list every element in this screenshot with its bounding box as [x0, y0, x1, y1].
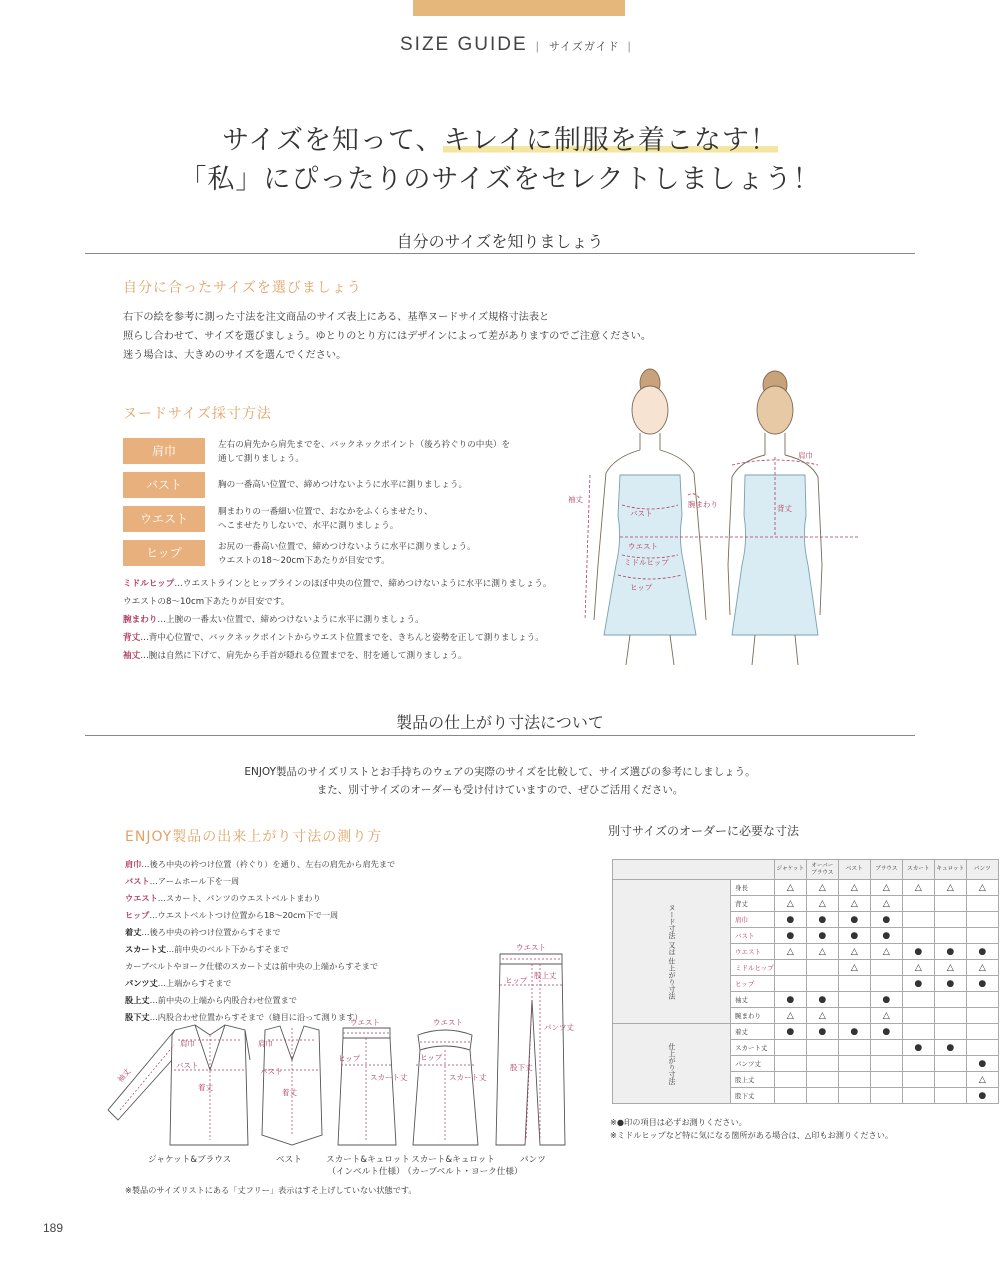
table-cell	[934, 896, 966, 912]
paragraph-line: 右下の絵を参考に測った寸法を注文商品のサイズ表上にある、基準ヌードサイズ規格寸法表と	[123, 312, 550, 323]
table-cell: ●	[838, 912, 870, 928]
measure-desc-line: 胴まわりの一番細い位置で、おなかをふくらませたり、	[218, 507, 433, 517]
measure-desc-line: ウエストの18〜20cm下あたりが目安です。	[218, 556, 390, 566]
skirt2-label-waist: ウエスト	[433, 1018, 463, 1027]
note-text: …上腕の一番太い位置で、締めつけないように水平に測りましょう。	[157, 615, 424, 625]
vest-label-shoulder: 肩巾	[258, 1039, 273, 1048]
table-row	[613, 1024, 999, 1040]
finish-item	[125, 893, 321, 904]
table-cell	[870, 1088, 902, 1104]
finish-keyword: ヒップ	[125, 910, 150, 920]
fig-label-hip: ヒップ	[630, 583, 653, 592]
table-cell	[934, 1056, 966, 1072]
table-cell	[838, 1088, 870, 1104]
finish-keyword: 着丈	[125, 927, 142, 937]
skirt1-label-hip: ヒップ	[338, 1054, 361, 1063]
hero-line-2: 「私」にぴったりのサイズをセレクトしましょう！	[179, 164, 821, 195]
measure-desc-hip	[218, 540, 476, 568]
finish-item: カーブベルトやヨーク仕様のスカート丈は前中央の上端からすそまで	[125, 961, 379, 971]
table-col-header	[806, 860, 838, 880]
table-cell: △	[902, 880, 934, 896]
table-cell	[902, 928, 934, 944]
measure-label-waist: ウエスト	[123, 506, 205, 532]
table-cell: ●	[806, 1024, 838, 1040]
finish-keyword: ウエスト	[125, 893, 158, 903]
table-cell	[806, 1088, 838, 1104]
table-cell	[966, 912, 998, 928]
table-cell: ●	[806, 992, 838, 1008]
table-cell: ●	[966, 1056, 998, 1072]
table-cell	[902, 1024, 934, 1040]
caption-line: （インベルト仕様）	[327, 1167, 405, 1177]
finish-keyword: 肩巾	[125, 859, 142, 869]
table-cell: △	[806, 1008, 838, 1024]
table-cell: ●	[870, 1024, 902, 1040]
pants-label-waist: ウエスト	[516, 943, 546, 952]
table-cell: ●	[774, 912, 806, 928]
table-group-label: ヌード寸法 又は 仕上がり寸法	[613, 880, 731, 1024]
hero-text: サイズを知って、	[222, 125, 444, 156]
skirt1-label-length: スカート丈	[370, 1073, 408, 1082]
table-cell: ●	[934, 1040, 966, 1056]
table-row-label: パンツ丈	[731, 1056, 775, 1072]
note-keyword: 腕まわり	[123, 615, 158, 625]
finish-item	[125, 859, 395, 870]
garment-figures	[100, 940, 580, 1155]
table-cell	[774, 1088, 806, 1104]
table-cell	[806, 1056, 838, 1072]
note-keyword: 背丈	[123, 633, 141, 643]
note-sleeve	[123, 649, 467, 661]
finish-item	[125, 910, 338, 921]
finish-text: …アームホール下を一周	[149, 876, 240, 886]
measure-desc-bust: 胸の一番高い位置で、締めつけないように水平に測りましょう。	[218, 480, 468, 490]
finish-text: …ウエストベルトつけ位置から18〜20cm下で一周	[149, 910, 339, 920]
note-back-length	[123, 631, 544, 643]
note-keyword: 袖丈	[123, 651, 141, 661]
table-cell: ●	[870, 992, 902, 1008]
finish-text: …後ろ中央の衿つけ位置（衿ぐり）を通り、左右の肩先から肩先まで	[141, 859, 396, 869]
section1-paragraph	[123, 308, 651, 365]
col-header-line: ブラウス	[811, 869, 834, 876]
table-row-label: ウエスト	[731, 944, 775, 960]
finish-text: …内股合わせ位置からすそまで（縫目に沿って測ります）	[149, 1012, 363, 1022]
table-row-label: ヒップ	[731, 976, 775, 992]
table-cell	[934, 992, 966, 1008]
caption-jacket: ジャケット&ブラウス	[148, 1155, 232, 1165]
table-cell	[870, 1056, 902, 1072]
table-cell: ●	[870, 928, 902, 944]
skirt2-label-length: スカート丈	[449, 1073, 487, 1082]
table-cell	[870, 960, 902, 976]
note-keyword: ミドルヒップ	[123, 579, 175, 589]
table-cell: ●	[902, 976, 934, 992]
table-cell	[966, 1024, 998, 1040]
table-row-label: 肩巾	[731, 912, 775, 928]
size-guide-header	[400, 34, 641, 56]
caption-pants: パンツ	[520, 1155, 546, 1165]
table-cell: △	[902, 960, 934, 976]
skirt1-figure	[338, 1028, 396, 1145]
table-cell: △	[966, 960, 998, 976]
table-row	[613, 880, 999, 896]
table-cell: ●	[806, 928, 838, 944]
measure-desc-line: お尻の一番高い位置で、締めつけないように水平に測りましょう。	[218, 542, 476, 552]
table-cell	[806, 1040, 838, 1056]
table-col-header: キュロット	[934, 860, 966, 880]
table-cell	[774, 1040, 806, 1056]
table-note-2: ※ミドルヒップなど特に気になる箇所がある場合は、△印もお測りください。	[610, 1130, 894, 1140]
header-subtitle: サイズガイド	[548, 41, 620, 53]
table-cell: ●	[902, 944, 934, 960]
table-row-label: スカート丈	[731, 1040, 775, 1056]
measure-desc-waist	[218, 505, 433, 533]
measure-label-hip: ヒップ	[123, 540, 205, 566]
section1-divider	[85, 253, 915, 254]
table-row-label: 着丈	[731, 1024, 775, 1040]
table-cell	[934, 1072, 966, 1088]
table-cell: ●	[966, 944, 998, 960]
pants-label-hip: ヒップ	[505, 976, 528, 985]
finish-text: …後ろ中央の衿つけ位置からすそまで	[141, 927, 281, 937]
table-cell: △	[774, 944, 806, 960]
table-cell: △	[934, 960, 966, 976]
order-size-table	[612, 859, 999, 1104]
finish-text: …スカート、パンツのウエストベルトまわり	[157, 893, 321, 903]
note-arm	[123, 613, 424, 625]
table-cell	[838, 1056, 870, 1072]
caption-line: スカート&キュロット	[326, 1155, 410, 1165]
pants-label-rise: 股上丈	[534, 971, 557, 980]
header-separator: |	[535, 39, 541, 53]
skirt2-label-hip: ヒップ	[420, 1053, 443, 1062]
table-cell	[806, 960, 838, 976]
caption-vest: ベスト	[276, 1155, 302, 1165]
table-row-label: 身長	[731, 880, 775, 896]
measure-desc-line: 左右の肩先から肩先までを、バックネックポイント（後ろ衿ぐりの中央）を	[218, 440, 511, 450]
table-col-header: ジャケット	[774, 860, 806, 880]
note-middle-hip	[123, 577, 552, 589]
table-cell: △	[838, 896, 870, 912]
fig-label-shoulder: 肩巾	[798, 451, 813, 460]
table-cell	[966, 1008, 998, 1024]
fig-label-arm: 腕まわり	[688, 500, 718, 509]
table-cell: ●	[806, 912, 838, 928]
table-row-label: バスト	[731, 928, 775, 944]
fig-label-waist: ウエスト	[628, 542, 658, 551]
paragraph-line: 迷う場合は、大きめのサイズを選んでください。	[123, 350, 347, 361]
top-accent-bar	[413, 0, 625, 16]
measure-label-shoulder: 肩巾	[123, 438, 205, 464]
table-cell: ●	[838, 1024, 870, 1040]
header-separator-end: |	[627, 39, 633, 53]
jacket-figure	[108, 1025, 250, 1145]
order-table-title: 別寸サイズのオーダーに必要な寸法	[608, 824, 800, 838]
table-corner	[613, 860, 775, 880]
table-cell	[966, 896, 998, 912]
col-header-line: オーバー	[811, 862, 834, 869]
fig-label-back: 背丈	[777, 504, 792, 513]
table-cell	[838, 1072, 870, 1088]
table-cell	[934, 1008, 966, 1024]
finish-keyword: バスト	[125, 876, 150, 886]
table-cell: ●	[966, 976, 998, 992]
table-cell	[838, 1040, 870, 1056]
table-cell	[870, 1072, 902, 1088]
pants-label-length: パンツ丈	[544, 1023, 574, 1032]
table-cell: △	[774, 896, 806, 912]
skirt1-label-waist: ウエスト	[350, 1018, 380, 1027]
jacket-label-sleeve: 袖丈	[115, 1066, 133, 1084]
table-cell	[870, 1040, 902, 1056]
table-row-label: 腕まわり	[731, 1008, 775, 1024]
jacket-label-shoulder: 肩巾	[180, 1039, 195, 1048]
table-cell	[806, 1072, 838, 1088]
section2-intro-line2: また、別寸サイズのオーダーも受け付けていますので、ぜひご活用ください。	[316, 784, 684, 796]
table-cell: △	[774, 880, 806, 896]
hero-highlight: キレイに制服を着こなす！	[443, 125, 778, 156]
table-cell	[902, 912, 934, 928]
garment-measure-lines	[120, 959, 562, 1140]
table-row-label: 股下丈	[731, 1088, 775, 1104]
caption-skirt1	[326, 1153, 410, 1177]
section2-divider	[85, 735, 915, 736]
caption-line: （カーブベルト・ヨーク仕様）	[403, 1167, 523, 1177]
finish-keyword: スカート丈	[125, 944, 166, 954]
table-cell: ●	[934, 944, 966, 960]
table-cell: ●	[934, 976, 966, 992]
caption-skirt2	[403, 1153, 523, 1177]
fig-label-bust: バスト	[630, 509, 653, 518]
table-cell	[902, 1072, 934, 1088]
table-cell: ●	[870, 912, 902, 928]
table-row-label: ミドルヒップ	[731, 960, 775, 976]
section2-subhead: ENJOY製品の出来上がり寸法の測り方	[125, 829, 383, 845]
note-text: …背中心位置で、バックネックポイントからウエスト位置までを、きちんと姿勢を正して測りましょう。	[140, 633, 544, 643]
table-cell: △	[838, 960, 870, 976]
table-row-label: 股上丈	[731, 1072, 775, 1088]
table-col-header: パンツ	[966, 860, 998, 880]
table-cell: ●	[902, 1040, 934, 1056]
table-cell	[966, 1040, 998, 1056]
finish-item	[125, 876, 239, 887]
table-cell	[838, 1008, 870, 1024]
table-cell	[902, 992, 934, 1008]
section1-subhead: 自分に合ったサイズを選びましょう	[123, 280, 362, 296]
table-cell	[966, 992, 998, 1008]
finish-keyword: 股上丈	[125, 995, 150, 1005]
measure-desc-line: 通して測りましょう。	[218, 454, 304, 464]
table-cell	[838, 992, 870, 1008]
table-cell	[774, 960, 806, 976]
note-text: …ウエストラインとヒップラインのほぼ中央の位置で、締めつけないように水平に測りましょう。	[174, 579, 552, 589]
measure-label-bust: バスト	[123, 472, 205, 498]
page-number: 189	[43, 1221, 64, 1235]
measure-desc-line: へこませたりしないで、水平に測りましょう。	[218, 521, 399, 531]
table-cell: ●	[774, 992, 806, 1008]
table-cell: △	[870, 944, 902, 960]
table-cell: ●	[774, 928, 806, 944]
table-cell	[934, 928, 966, 944]
note-text: …腕は自然に下げて、肩先から手首が隠れる位置までを、肘を通して測りましょう。	[140, 651, 467, 661]
paragraph-line: 照らし合わせて、サイズを選びましょう。ゆとりのとり方にはデザインによって差がありますのでご注意ください。	[123, 331, 652, 342]
table-cell	[902, 1056, 934, 1072]
table-col-header: ブラウス	[870, 860, 902, 880]
table-cell	[902, 1008, 934, 1024]
hero-line-1	[0, 118, 1000, 157]
table-cell	[902, 896, 934, 912]
table-cell	[806, 976, 838, 992]
table-cell	[838, 976, 870, 992]
fig-label-sleeve: 袖丈	[568, 495, 583, 504]
table-group-label: 仕上がり寸法	[613, 1024, 731, 1104]
table-body	[613, 880, 999, 1104]
table-cell	[774, 976, 806, 992]
section2-intro-line1: ENJOY製品のサイズリストとお手持ちのウェアの実際のサイズを比較して、サイズ選びの参考にしましょう。	[244, 766, 756, 778]
table-cell: △	[838, 944, 870, 960]
table-cell: ●	[966, 1088, 998, 1104]
pants-label-inseam: 股下丈	[510, 1063, 533, 1072]
section1-title: 自分のサイズを知りましょう	[396, 232, 604, 251]
measure-desc-shoulder	[218, 438, 510, 466]
vest-label-length: 着丈	[282, 1088, 297, 1097]
table-cell: ●	[774, 1024, 806, 1040]
table-row-label: 背丈	[731, 896, 775, 912]
table-cell: △	[934, 880, 966, 896]
finish-keyword: 股下丈	[125, 1012, 150, 1022]
table-header-row	[613, 860, 999, 880]
finish-text: …前中央のベルト下からすそまで	[165, 944, 289, 954]
table-cell: △	[838, 880, 870, 896]
table-cell	[934, 1088, 966, 1104]
table-col-header: ベスト	[838, 860, 870, 880]
caption-line: スカート&キュロット	[411, 1155, 495, 1165]
table-cell: △	[870, 880, 902, 896]
table-cell	[934, 912, 966, 928]
skirt2-figure	[413, 1030, 478, 1145]
body-measure-figure	[560, 365, 910, 670]
table-cell: △	[870, 1008, 902, 1024]
method-title: ヌードサイズ採寸方法	[123, 406, 272, 422]
table-col-header: スカート	[902, 860, 934, 880]
note-middle-hip-cont: ウエストの8〜10cm下あたりが目安です。	[123, 597, 290, 607]
table-cell	[902, 1088, 934, 1104]
table-cell: △	[806, 880, 838, 896]
finish-text: …上端からすそまで	[157, 978, 232, 988]
finish-text: …前中央の上端から内股合わせ位置まで	[149, 995, 297, 1005]
vest-label-bust: バスト	[260, 1067, 283, 1076]
jacket-label-bust: バスト	[176, 1061, 199, 1070]
table-cell: △	[806, 896, 838, 912]
table-cell: △	[966, 1072, 998, 1088]
table-cell: △	[870, 896, 902, 912]
table-cell: ●	[838, 928, 870, 944]
table-cell	[870, 976, 902, 992]
finish-item	[125, 927, 281, 938]
table-cell: △	[774, 1008, 806, 1024]
section2-title: 製品の仕上がり寸法について	[396, 713, 604, 732]
table-cell: △	[966, 880, 998, 896]
header-title: SIZE GUIDE	[400, 34, 528, 55]
table-row-label: 袖丈	[731, 992, 775, 1008]
table-cell	[774, 1056, 806, 1072]
table-cell	[774, 1072, 806, 1088]
finish-keyword: パンツ丈	[125, 978, 158, 988]
fig-label-middlehip: ミドルヒップ	[624, 558, 669, 567]
table-cell: △	[806, 944, 838, 960]
jacket-label-length: 着丈	[198, 1083, 213, 1092]
table-cell	[934, 1024, 966, 1040]
table-cell	[966, 928, 998, 944]
table-note-1: ※●印の項目は必ずお測りください。	[610, 1117, 747, 1127]
section2-footnote: ※製品のサイズリストにある「丈フリー」表示はすそ上げしていない状態です。	[125, 1185, 417, 1195]
